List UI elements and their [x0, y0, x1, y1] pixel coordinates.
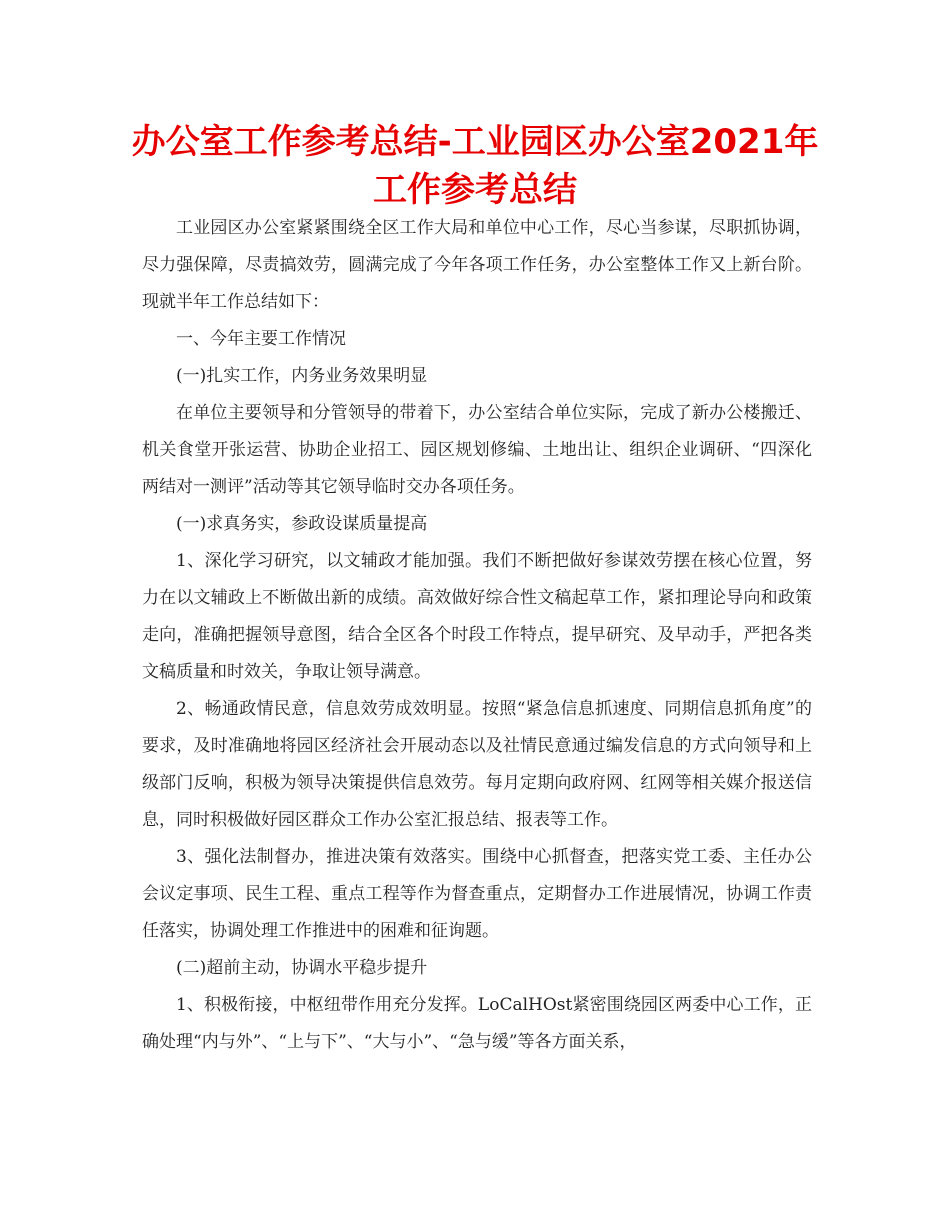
subsection-heading-3: (二)超前主动，协调水平稳步提升 — [176, 958, 428, 978]
section-heading-1: 一、今年主要工作情况 — [176, 329, 346, 349]
paragraph: 2、畅通政情民意，信息效劳成效明显。按照“紧急信息抓速度、同期信息抓角度”的要求，及时准确地将园区经济社会开展动态以及社情民意通过编发信息的方式向领导和上级部门反响，积极为领导决策提供信息效劳。每月定期向政府网、红网等相关媒介报送信息，同时积极做好园区群众工作办公室汇报总结、报表等工作。 — [142, 699, 812, 830]
subsection-heading-1: (一)扎实工作，内务业务效果明显 — [176, 366, 428, 386]
paragraph: 1、积极衔接，中枢纽带作用充分发挥。LoCalHOst紧密围绕园区两委中心工作，正确处理“内与外”、“上与下”、“大与小”、“急与缓”等各方面关系， — [142, 995, 812, 1052]
paragraph: 1、深化学习研究，以文辅政才能加强。我们不断把做好参谋效劳摆在核心位置，努力在以文辅政上不断做出新的成绩。高效做好综合性文稿起草工作，紧扣理论导向和政策走向，准确把握领导意图，结合全区各个时段工作特点，提早研究、及早动手，严把各类文稿质量和时效关，争取让领导满意。 — [142, 551, 812, 682]
document-title: 办公室工作参考总结-工业园区办公室2021年工作参考总结 — [131, 122, 819, 210]
subsection-heading-2: (一)求真务实，参政设谋质量提高 — [176, 514, 428, 534]
paragraph-intro: 工业园区办公室紧紧围绕全区工作大局和单位中心工作，尽心当参谋，尽职抓协调，尽力强保障，尽责搞效劳，圆满完成了今年各项工作任务，办公室整体工作又上新台阶。现就半年工作总结如下： — [142, 218, 812, 312]
document-body — [142, 210, 812, 1061]
paragraph: 3、强化法制督办，推进决策有效落实。围绕中心抓督查，把落实党工委、主任办公会议定事项、民生工程、重点工程等作为督查重点，定期督办工作进展情况，协调工作责任落实，协调处理工作推进中的困难和征询题。 — [142, 847, 812, 941]
paragraph: 在单位主要领导和分管领导的带着下，办公室结合单位实际，完成了新办公楼搬迁、机关食堂开张运营、协助企业招工、园区规划修编、土地出让、组织企业调研、“四深化两结对一测评”活动等其它领导临时交办各项任务。 — [142, 403, 812, 497]
